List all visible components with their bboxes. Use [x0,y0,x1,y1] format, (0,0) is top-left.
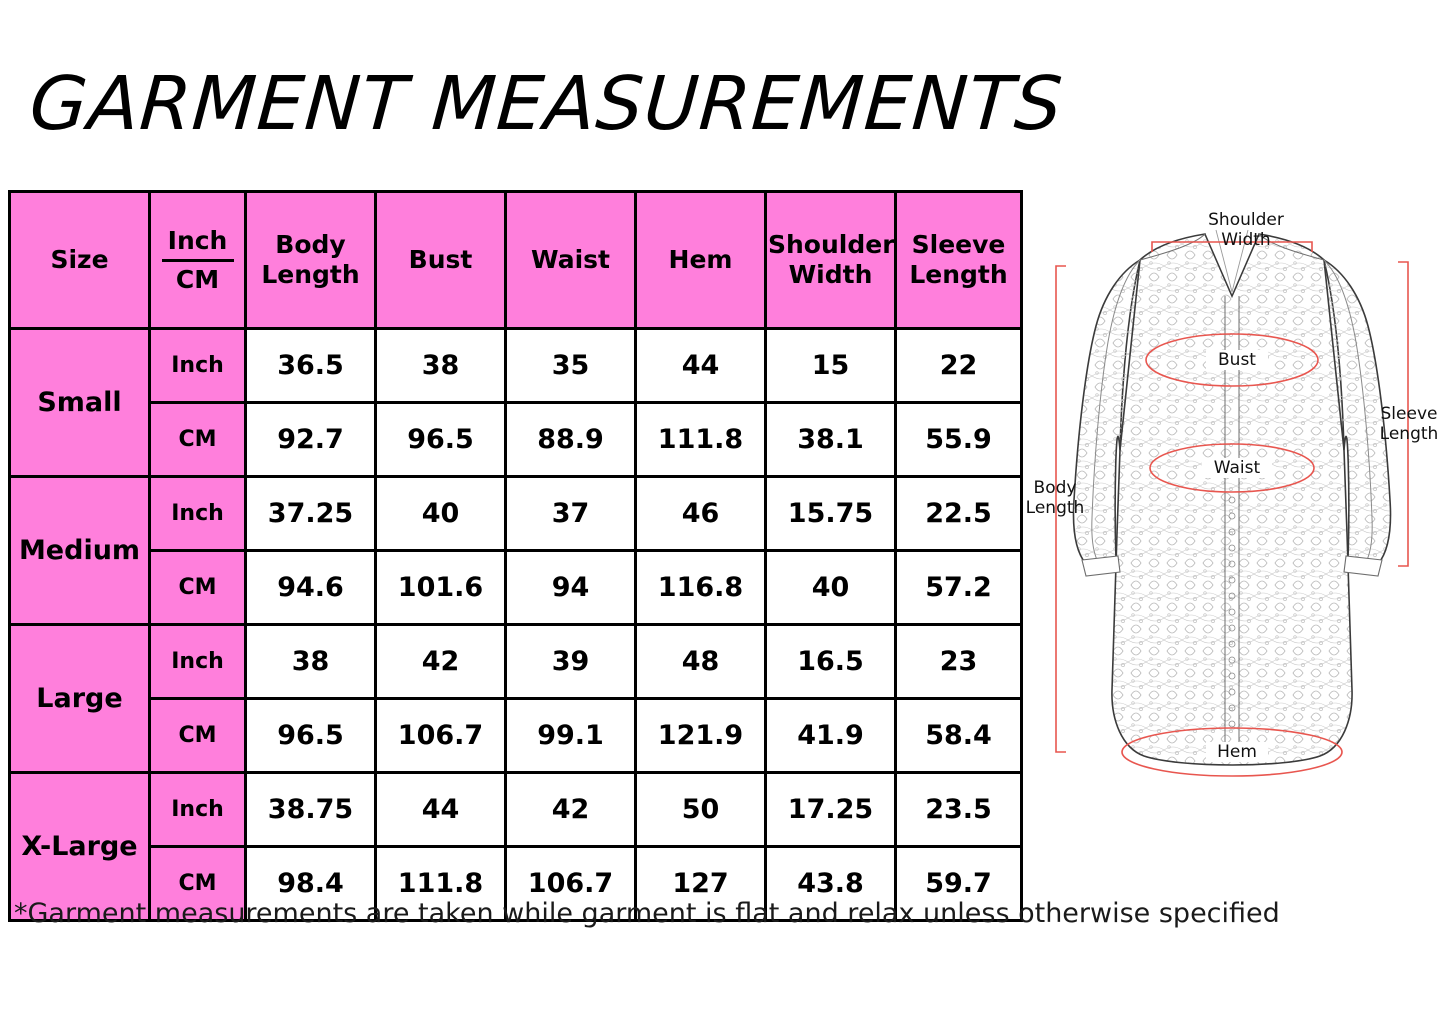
cell-sleeve-length: 22.5 [896,477,1022,551]
cell-bust: 101.6 [376,551,506,625]
header-waist: Waist [506,192,636,329]
cell-hem: 50 [636,773,766,847]
header-unit-cm: CM [175,264,220,294]
cell-sleeve-length: 23 [896,625,1022,699]
cell-sleeve-length: 59.7 [896,847,1022,921]
cell-hem: 44 [636,329,766,403]
cell-shoulder-width: 43.8 [766,847,896,921]
cell-waist: 39 [506,625,636,699]
table-row [10,477,1022,551]
row-unit-cm: CM [150,699,246,773]
row-size-large: Large [10,625,150,773]
label-sleeve-length [1366,404,1445,444]
label-shoulder-width [1188,210,1304,250]
label-shoulder-width-line1: Shoulder [1208,210,1284,230]
table-row [10,329,1022,403]
cell-bust: 111.8 [376,847,506,921]
header-unit-inch: Inch [162,224,234,262]
cell-waist: 106.7 [506,847,636,921]
cell-waist: 42 [506,773,636,847]
header-size: Size [10,192,150,329]
cell-shoulder-width: 38.1 [766,403,896,477]
header-shoulder-width: Shoulder Width [766,192,896,329]
cell-hem: 46 [636,477,766,551]
cell-waist: 35 [506,329,636,403]
cell-bust: 42 [376,625,506,699]
label-body-length-line1: Body [1033,478,1077,498]
page-title: GARMENT MEASUREMENTS [26,61,1066,147]
row-unit-inch: Inch [150,477,246,551]
cell-sleeve-length: 23.5 [896,773,1022,847]
label-body-length [1010,478,1100,518]
table-row [10,403,1022,477]
header-body-length: Body Length [246,192,376,329]
header-bust: Bust [376,192,506,329]
cell-waist: 37 [506,477,636,551]
cell-hem: 127 [636,847,766,921]
row-unit-cm: CM [150,551,246,625]
label-sleeve-length-line1: Sleeve [1380,404,1438,424]
cell-hem: 116.8 [636,551,766,625]
cell-body-length: 38 [246,625,376,699]
cell-body-length: 96.5 [246,699,376,773]
table-row [10,773,1022,847]
cell-sleeve-length: 57.2 [896,551,1022,625]
garment-diagram [1020,200,1445,800]
label-body-length-line2: Length [1025,498,1085,518]
row-unit-inch: Inch [150,329,246,403]
label-waist: Waist [1202,458,1272,478]
row-unit-cm: CM [150,847,246,921]
header-sleeve-length: Sleeve Length [896,192,1022,329]
cell-waist: 94 [506,551,636,625]
label-shoulder-width-line2: Width [1221,230,1271,250]
header-hem: Hem [636,192,766,329]
cell-shoulder-width: 15.75 [766,477,896,551]
label-bust: Bust [1206,350,1268,370]
cell-hem: 48 [636,625,766,699]
measurements-table [8,190,1023,922]
cell-body-length: 92.7 [246,403,376,477]
label-hem: Hem [1206,742,1268,762]
table-row [10,625,1022,699]
cell-hem: 111.8 [636,403,766,477]
label-sleeve-length-line2: Length [1379,424,1439,444]
cell-waist: 88.9 [506,403,636,477]
garment-outline [1074,230,1391,765]
cell-shoulder-width: 17.25 [766,773,896,847]
cell-body-length: 36.5 [246,329,376,403]
cell-bust: 106.7 [376,699,506,773]
row-unit-inch: Inch [150,625,246,699]
cell-body-length: 37.25 [246,477,376,551]
cell-body-length: 98.4 [246,847,376,921]
measurements-table-wrap [8,190,1020,922]
cell-shoulder-width: 16.5 [766,625,896,699]
cell-shoulder-width: 41.9 [766,699,896,773]
cell-body-length: 38.75 [246,773,376,847]
cell-waist: 99.1 [506,699,636,773]
cell-shoulder-width: 15 [766,329,896,403]
footnote: *Garment measurements are taken while garment is flat and relax unless otherwise specified [14,898,1280,929]
row-size-small: Small [10,329,150,477]
table-header-row [10,192,1022,329]
row-unit-inch: Inch [150,773,246,847]
row-size-xlarge: X-Large [10,773,150,921]
cell-bust: 44 [376,773,506,847]
header-unit [150,192,246,329]
cell-sleeve-length: 55.9 [896,403,1022,477]
table-row [10,699,1022,773]
cell-bust: 96.5 [376,403,506,477]
table-row [10,551,1022,625]
cell-bust: 40 [376,477,506,551]
cell-sleeve-length: 22 [896,329,1022,403]
cell-body-length: 94.6 [246,551,376,625]
row-unit-cm: CM [150,403,246,477]
cell-bust: 38 [376,329,506,403]
cell-shoulder-width: 40 [766,551,896,625]
cell-sleeve-length: 58.4 [896,699,1022,773]
row-size-medium: Medium [10,477,150,625]
cell-hem: 121.9 [636,699,766,773]
